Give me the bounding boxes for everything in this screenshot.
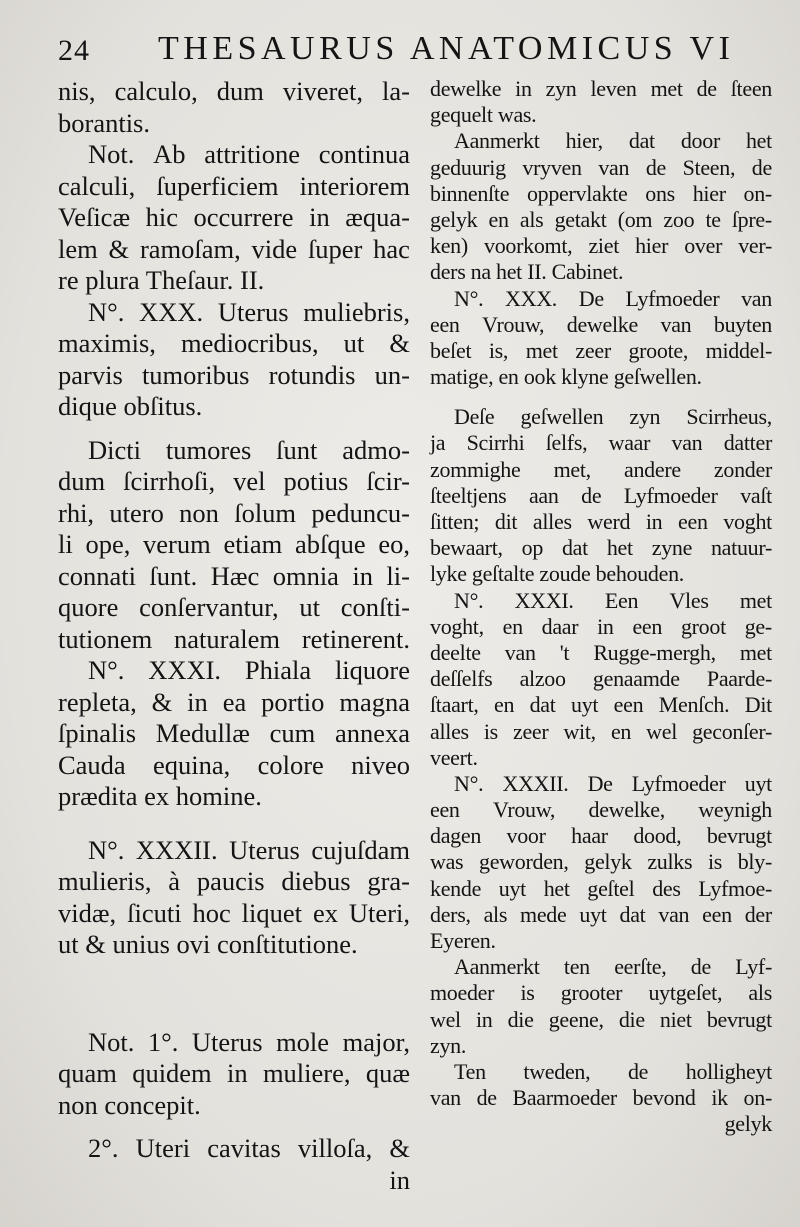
- latin-text-line: nis, calculo, dum viveret, la-: [58, 76, 410, 106]
- dutch-text-line: bewaart, op dat het zyne natuur-: [430, 535, 772, 561]
- latin-text-line: borantis.: [58, 107, 150, 138]
- dutch-text-line: matige, en ook klyne geſwellen.: [430, 364, 702, 390]
- dutch-text-line: deſſelfs alzoo genaamde Paarde-: [430, 666, 772, 692]
- dutch-text-line: N°. XXXII. De Lyfmoeder uyt: [454, 770, 772, 796]
- latin-text-line: parvis tumoribus rotundis un-: [58, 359, 410, 390]
- dutch-text-line: Eyeren.: [430, 928, 496, 953]
- latin-text-line: quore conſervantur, ut conſti-: [58, 592, 410, 622]
- dutch-text-line: wel in die geene, die niet bevrugt: [430, 1006, 772, 1032]
- dutch-text-line: was geworden, gelyk zulks is bly-: [430, 849, 772, 875]
- dutch-text-line: zyn.: [430, 1032, 467, 1058]
- dutch-text-line: alles is zeer wit, en wel geconſer-: [430, 718, 772, 744]
- latin-text-line: tutionem naturalem retinerent.: [58, 623, 410, 654]
- latin-text-line: Not. 1°. Uterus mole major,: [88, 1026, 410, 1057]
- page-number: 24: [58, 34, 90, 67]
- latin-text-line: ſpinalis Medullæ cum annexa: [58, 718, 410, 748]
- latin-text-line: non concepit.: [58, 1089, 201, 1120]
- dutch-text-line: van de Baarmoeder bevond ik on-: [430, 1085, 772, 1111]
- dutch-text-line: dagen voor haar dood, bevrugt: [430, 823, 772, 849]
- latin-text-line: re plura Theſaur. II.: [58, 265, 265, 295]
- dutch-text-line: deelte van 't Rugge-mergh, met: [430, 639, 772, 665]
- dutch-text-line: geduurig vryven van de Steen, de: [430, 154, 772, 180]
- latin-text-line: Cauda equina, colore niveo: [58, 749, 410, 780]
- dutch-text-line: N°. XXX. De Lyfmoeder van: [454, 285, 772, 311]
- latin-text-line: in: [389, 1164, 410, 1195]
- latin-text-line: mulieris, à paucis diebus gra-: [58, 866, 410, 896]
- dutch-text-line: Deſe geſwellen zyn Scirrheus,: [454, 404, 772, 430]
- latin-text-line: repleta, & in ea portio magna: [58, 686, 410, 717]
- dutch-text-line: gelyk en als getakt (om zoo te ſpre-: [430, 206, 772, 232]
- dutch-text-line: gequelt was.: [430, 102, 537, 128]
- dutch-text-line: dewelke in zyn leven met de ſteen: [430, 76, 772, 101]
- paragraph-gap: [58, 961, 410, 1027]
- latin-text-line: N°. XXX. Uterus muliebris,: [88, 296, 410, 327]
- latin-text-line: connati ſunt. Hæc omnia in li-: [58, 560, 410, 591]
- dutch-text-line: veert.: [430, 744, 478, 770]
- dutch-text-line: ders na het II. Cabinet.: [430, 259, 624, 285]
- page-header: [58, 30, 798, 70]
- dutch-text-line: Ten tweden, de holligheyt: [454, 1058, 772, 1084]
- latin-column: [58, 76, 410, 1196]
- latin-text-line: ut & unius ovi conſtitutione.: [58, 929, 358, 959]
- dutch-column: [430, 76, 772, 1138]
- paragraph-gap: [58, 1121, 410, 1133]
- dutch-text-line: ſtaart, en dat uyt een Menſch. Dit: [430, 692, 772, 718]
- latin-text-line: dum ſcirrhoſi, vel potius ſcir-: [58, 466, 410, 496]
- latin-text-line: N°. XXXII. Uterus cujuſdam: [88, 834, 410, 865]
- latin-text-line: li ope, verum etiam abſque eo,: [58, 529, 410, 559]
- dutch-text-line: ſteeltjens aan de Lyfmoeder vaſt: [430, 482, 772, 508]
- paragraph-gap: [58, 813, 410, 835]
- latin-text-line: N°. XXXI. Phiala liquore: [88, 655, 410, 685]
- dutch-text-line: binnenſte oppervlakte ons hier on-: [430, 180, 772, 206]
- dutch-text-line: kende uyt het geſtel des Lyfmoe-: [430, 875, 772, 901]
- latin-text-line: prædita ex homine.: [58, 781, 262, 811]
- dutch-text-line: lyke geſtalte zoude behouden.: [430, 561, 684, 587]
- dutch-text-line: voght, en daar in een groot ge-: [430, 613, 772, 639]
- dutch-text-line: gelyk: [724, 1111, 772, 1137]
- dutch-text-line: ſitten; dit alles werd in een voght: [430, 509, 772, 534]
- dutch-text-line: zommighe met, andere zonder: [430, 456, 772, 482]
- latin-text-line: vidæ, ſicuti hoc liquet ex Uteri,: [58, 897, 410, 928]
- dutch-text-line: ja Scirrhi ſelfs, waar van datter: [430, 430, 772, 456]
- latin-text-line: Dicti tumores ſunt admo-: [88, 434, 410, 465]
- dutch-text-line: ken) voorkomt, ziet hier over ver-: [430, 233, 772, 259]
- latin-text-line: calculi, ſuperficiem interiorem: [58, 170, 410, 201]
- dutch-text-line: N°. XXXI. Een Vles met: [454, 587, 772, 613]
- latin-text-line: dique obſitus.: [58, 391, 203, 421]
- latin-text-line: quam quidem in muliere, quæ: [58, 1058, 410, 1088]
- latin-text-line: lem & ramoſam, vide ſuper hac: [58, 233, 410, 264]
- dutch-text-line: beſet is, met zeer groote, middel-: [430, 337, 772, 363]
- latin-text-line: Veſicæ hic occurrere in æqua-: [58, 202, 410, 232]
- dutch-text-line: Aanmerkt hier, dat door het: [454, 128, 772, 154]
- dutch-text-line: ders, als mede uyt dat van een der: [430, 901, 772, 927]
- running-title: THESAURUS ANATOMICUS VI: [158, 30, 735, 67]
- dutch-text-line: een Vrouw, dewelke van buyten: [430, 311, 772, 337]
- dutch-text-line: een Vrouw, dewelke, weynigh: [430, 797, 772, 823]
- latin-text-line: 2°. Uteri cavitas villoſa, &: [88, 1133, 410, 1163]
- paragraph-gap: [430, 390, 772, 404]
- latin-text-line: maximis, mediocribus, ut &: [58, 328, 410, 358]
- latin-text-line: rhi, utero non ſolum peduncu-: [58, 497, 410, 528]
- dutch-text-line: moeder is grooter uytgeſet, als: [430, 980, 772, 1006]
- dutch-text-line: Aanmerkt ten eerſte, de Lyf-: [454, 954, 772, 980]
- paragraph-gap: [58, 423, 410, 435]
- latin-text-line: Not. Ab attritione continua: [88, 139, 410, 169]
